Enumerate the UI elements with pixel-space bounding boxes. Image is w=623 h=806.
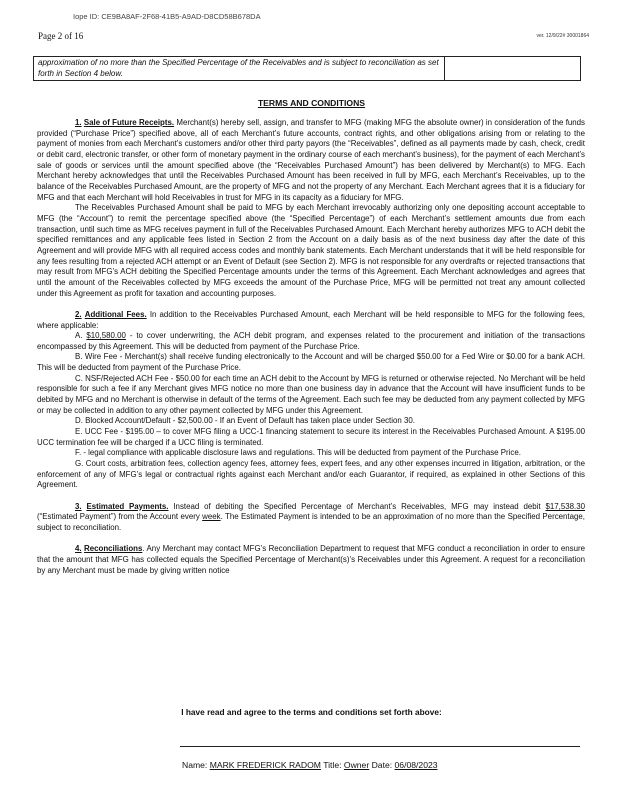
section-4-text: . Any Merchant may contact MFG’s Reconciliation Department to request that MFG conduct a reconciliation in order to ensure that the amount that MFG has collected equals the Specified Percentage of Merchant(s)’s Receivables under this Agreement. A request for a reconciliation by any Merchant must be made by giving written notice xyxy=(37,544,585,575)
signer-info xyxy=(182,760,438,770)
acknowledgment-text: I have read and agree to the terms and conditions set forth above: xyxy=(181,707,442,717)
envelope-id: Iope ID: CE9BA8AF-2F68-41B5-A9AD-D8CD58B678DA xyxy=(73,12,261,21)
fee-g: G. Court costs, arbitration fees, collection agency fees, attorney fees, expert fees, and any other expenses incurred in litigation, arbitration, or the enforcement of any of MFG’s legal or contractual rights against each Merchant and/or each Guarantor, if required, as explained in other Sections of this Agreement. xyxy=(37,459,585,490)
section-3-text-post: . The Estimated Payment is intended to be an approximation of no more than the Specified Percentage, subject to reconciliation. xyxy=(37,512,585,532)
section-4-paragraph xyxy=(37,544,585,576)
section-2-intro: In addition to the Receivables Purchased Amount, each Merchant will be held responsible to MFG for the following fees, where applicable: xyxy=(37,309,585,330)
signer-title: Owner xyxy=(343,760,370,770)
fee-d: D. Blocked Account/Default - $2,500.00 - If an Event of Default has taken place under Section 30. xyxy=(75,416,415,426)
summary-table xyxy=(33,56,581,81)
fee-e: E. UCC Fee - $195.00 – to cover MFG filing a UCC-1 financing statement to secure its interest in the Receivables Purchased Amount. A $195.00 UCC termination fee will be charged if a UCC filing is terminated. xyxy=(37,427,585,447)
section-3-text-pre: Instead of debiting the Specified Percentage of Merchant’s Receivables, MFG may instead debit xyxy=(173,501,541,511)
fee-a-amount: $10,580.00 xyxy=(86,331,126,341)
section-4-number: 4. xyxy=(75,544,82,554)
name-label: Name: xyxy=(182,760,208,770)
version-label: ver. 12/9/22# 30001864 xyxy=(536,33,589,39)
estimated-payment-amount: $17,538.30 xyxy=(545,501,585,511)
summary-table-cell-empty xyxy=(445,57,581,81)
terms-body xyxy=(37,118,585,576)
fee-a-text: - to cover underwriting, the ACH debit program, and expenses related to the procurement and initiation of the transactions encompassed by this Agreement. This will be deducted from payment of the Purchase Price. xyxy=(37,331,585,351)
section-3-text-mid: (“Estimated Payment”) from the Account every xyxy=(37,512,200,522)
fee-c: C. NSF/Rejected ACH Fee - $50.00 for each time an ACH debit to the Account by MFG is returned or otherwise rejected. No Merchant will be held responsible for such a fee if any Merchant gives MFG notice no more than one business day in advance that the Account will have insufficient funds to be debited by MFG and no Merchant is otherwise in default of the terms of the Agreement. Each such fee may be deducted from any payment collected by MFG or may be collected in addition to any other payment collected by MFG under this Agreement. xyxy=(37,373,585,415)
signature-line xyxy=(180,746,580,747)
section-2-number: 2. xyxy=(75,309,82,319)
section-1-text: Merchant(s) hereby sell, assign, and transfer to MFG (making MFG the absolute owner) in consideration of the funds provided (“Purchase Price”) specified above, all of each Merchant’s future accounts, contract rights, and other obligations arising from or relating to the payment of monies from each Merchant’s customers and/or other third party payors (the “Receivables”, defined as all payments made by cash, check, credit or debit card, electronic transfer, or other form of monetary payment in the ordinary course of each merchant’s business), for the payment of each Merchant’s sale of goods or services until the amount specified above (the “Receivables Purchased Amount”) has been delivered by Merchant(s) to MFG. Each Merchant hereby acknowledges that until the Receivables Purchased Amount has been received in full by MFG, each Merchant’s Receivables, up to the balance of the Receivables Purchased Amount, are the property of MFG and not the property of any Merchant. Each Merchant agrees that it is a fiduciary for MFG and that each Merchant will hold Receivables in trust for MFG in its capacity as a fiduciary for MFG. xyxy=(37,118,585,202)
summary-table-cell-text: approximation of no more than the Specified Percentage of the Receivables and is subject to reconciliation as set forth in Section 4 below. xyxy=(34,57,445,81)
section-1-paragraph-2: The Receivables Purchased Amount shall be paid to MFG by each Merchant irrevocably authorizing only one depositing account acceptable to MFG (the “Account”) to remit the percentage specified above (the “Specified Percentage”) of each Merchant’s settlement amounts due from each transaction, until such time as MFG receives payment in full of the Receivables Purchased Amount. Each Merchant hereby authorizes MFG to ACH debit the specified remittances and any applicable fees listed in Section 2 from the Account on a daily basis as of the next business day after the date of this Agreement and will provide MFG with all required access codes and monthly bank statements. Each Merchant understands that it will be held responsible for any fees resulting from a rejected ACH attempt or an Event of Default (see Section 2). MFG is not responsible for any overdrafts or rejected transactions that may result from MFG’s ACH debiting the Specified Percentage amounts under the terms of this Agreement. Each Merchant acknowledges and agrees that until the amount of the Receivables collected by MFG exceeds the amount of the Purchase Price, MFG will be permitted not treat any amount collected under this Agreement as profit for taxation and accounting purposes. xyxy=(37,203,585,298)
section-3-number: 3. xyxy=(75,501,82,511)
signer-name: MARK FREDERICK RADOM xyxy=(209,760,321,770)
section-2-paragraph xyxy=(37,310,585,331)
fee-a xyxy=(37,331,585,352)
date-label: Date: xyxy=(371,760,393,770)
fee-a-letter: A. xyxy=(75,331,83,341)
section-1-title: Sale of Future Receipts. xyxy=(83,118,175,127)
section-3-title: Estimated Payments. xyxy=(86,501,169,511)
section-4-title: Reconciliations xyxy=(84,544,143,554)
title-label: Title: xyxy=(323,760,342,770)
fee-f: F. - legal compliance with applicable disclosure laws and regulations. This will be deducted from payment of the Purchase Price. xyxy=(75,448,521,458)
fee-b: B. Wire Fee - Merchant(s) shall receive funding electronically to the Account and will be charged $50.00 for a Fed Wire or $0.00 for a bank ACH. This will be deducted from payment of the Purchase Price. xyxy=(37,352,585,373)
section-1-number: 1. xyxy=(75,118,82,127)
section-2-title: Additional Fees. xyxy=(84,309,147,319)
estimated-payment-period: week xyxy=(202,512,221,522)
page-number: Page 2 of 16 xyxy=(38,31,84,41)
section-1-paragraph xyxy=(37,118,585,203)
signed-date: 06/08/2023 xyxy=(394,760,438,770)
terms-title: TERMS AND CONDITIONS xyxy=(257,98,366,108)
section-3-paragraph xyxy=(37,502,585,534)
